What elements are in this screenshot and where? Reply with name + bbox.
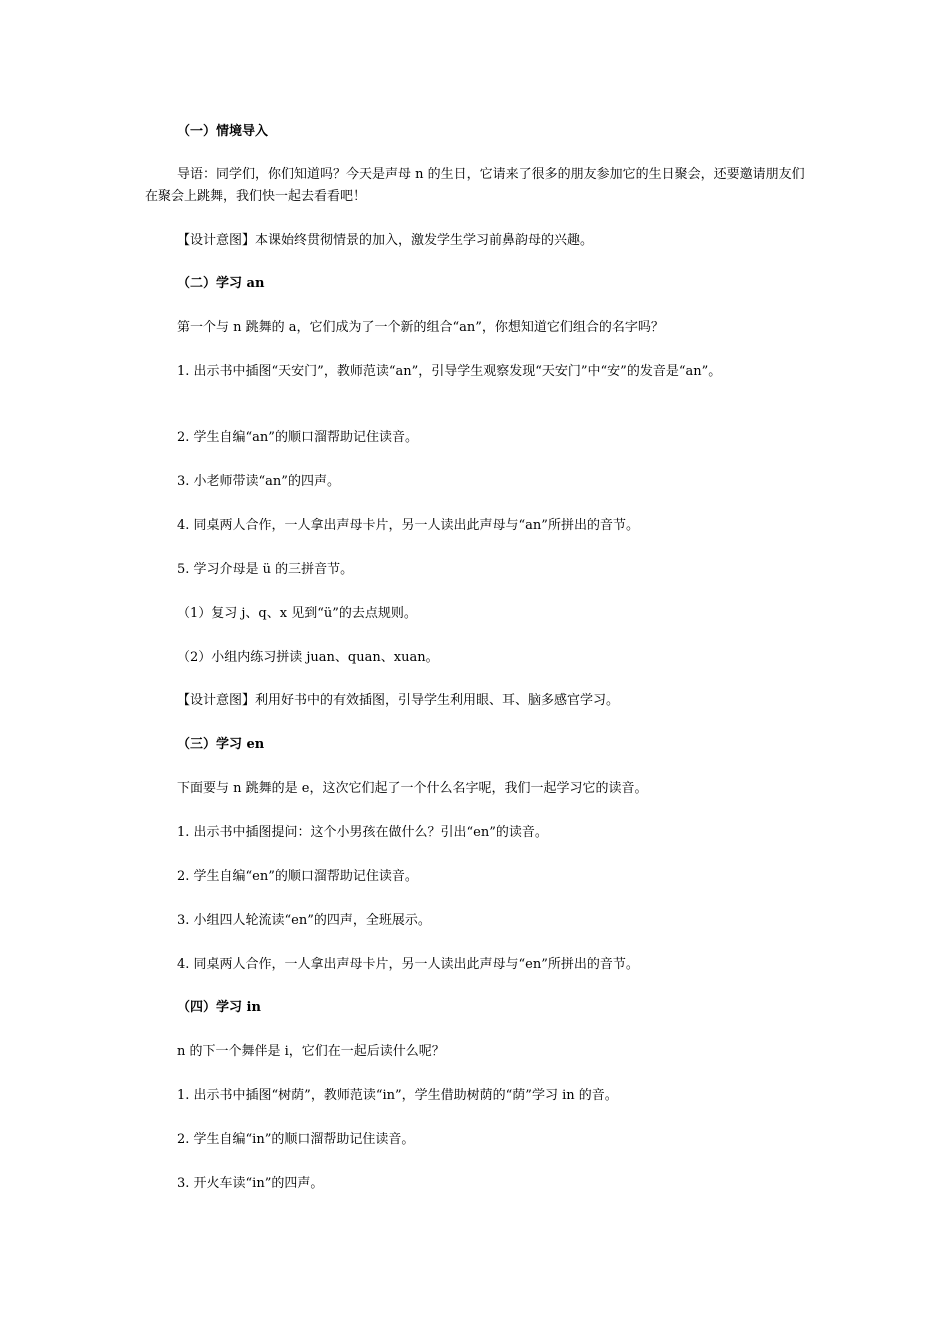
intro-paragraph: 导语：同学们，你们知道吗？今天是声母 n 的生日，它请来了很多的朋友参加它的生日聚会，还要邀请朋友们在聚会上跳舞，我们快一起去看看吧！ [145, 167, 805, 204]
section-heading-in: （四）学习 in [177, 1000, 261, 1015]
design-intent-2: 【设计意图】利用好书中的有效插图，引导学生利用眼、耳、脑多感官学习。 [177, 693, 620, 708]
an-sub-1: （1）复习 j、q、x 见到“ü”的去点规则。 [177, 606, 417, 621]
en-step-2: 2. 学生自编“en”的顺口溜帮助记住读音。 [177, 869, 418, 884]
in-step-3: 3. 开火车读“in”的四声。 [177, 1176, 324, 1191]
en-step-1: 1. 出示书中插图提问：这个小男孩在做什么？引出“en”的读音。 [177, 825, 548, 840]
section-heading-situation: （一）情境导入 [177, 124, 269, 139]
an-step-3: 3. 小老师带读“an”的四声。 [177, 474, 340, 489]
design-intent-1: 【设计意图】本课始终贯彻情景的加入，激发学生学习前鼻韵母的兴趣。 [177, 233, 594, 248]
en-step-3: 3. 小组四人轮流读“en”的四声，全班展示。 [177, 913, 431, 928]
section-heading-en: （三）学习 en [177, 737, 265, 752]
an-intro: 第一个与 n 跳舞的 a，它们成为了一个新的组合“an”，你想知道它们组合的名字吗？ [177, 320, 664, 335]
en-step-4: 4. 同桌两人合作，一人拿出声母卡片，另一人读出此声母与“en”所拼出的音节。 [177, 957, 639, 972]
an-step-4: 4. 同桌两人合作，一人拿出声母卡片，另一人读出此声母与“an”所拼出的音节。 [177, 518, 639, 533]
an-sub-2: （2）小组内练习拼读 juan、quan、xuan。 [177, 650, 439, 665]
an-step-1: 1. 出示书中插图“天安门”，教师范读“an”，引导学生观察发现“天安门”中“安”的发音是“an”。 [177, 364, 722, 379]
an-step-5: 5. 学习介母是 ü 的三拼音节。 [177, 562, 354, 577]
section-heading-an: （二）学习 an [177, 276, 265, 291]
en-intro: 下面要与 n 跳舞的是 e，这次它们起了一个什么名字呢，我们一起学习它的读音。 [177, 781, 648, 796]
in-step-2: 2. 学生自编“in”的顺口溜帮助记住读音。 [177, 1132, 415, 1147]
in-intro: n 的下一个舞伴是 i，它们在一起后读什么呢？ [177, 1044, 445, 1059]
in-step-1: 1. 出示书中插图“树荫”，教师范读“in”，学生借助树荫的“荫”学习 in 的音。 [177, 1088, 618, 1103]
an-step-2: 2. 学生自编“an”的顺口溜帮助记住读音。 [177, 430, 418, 445]
